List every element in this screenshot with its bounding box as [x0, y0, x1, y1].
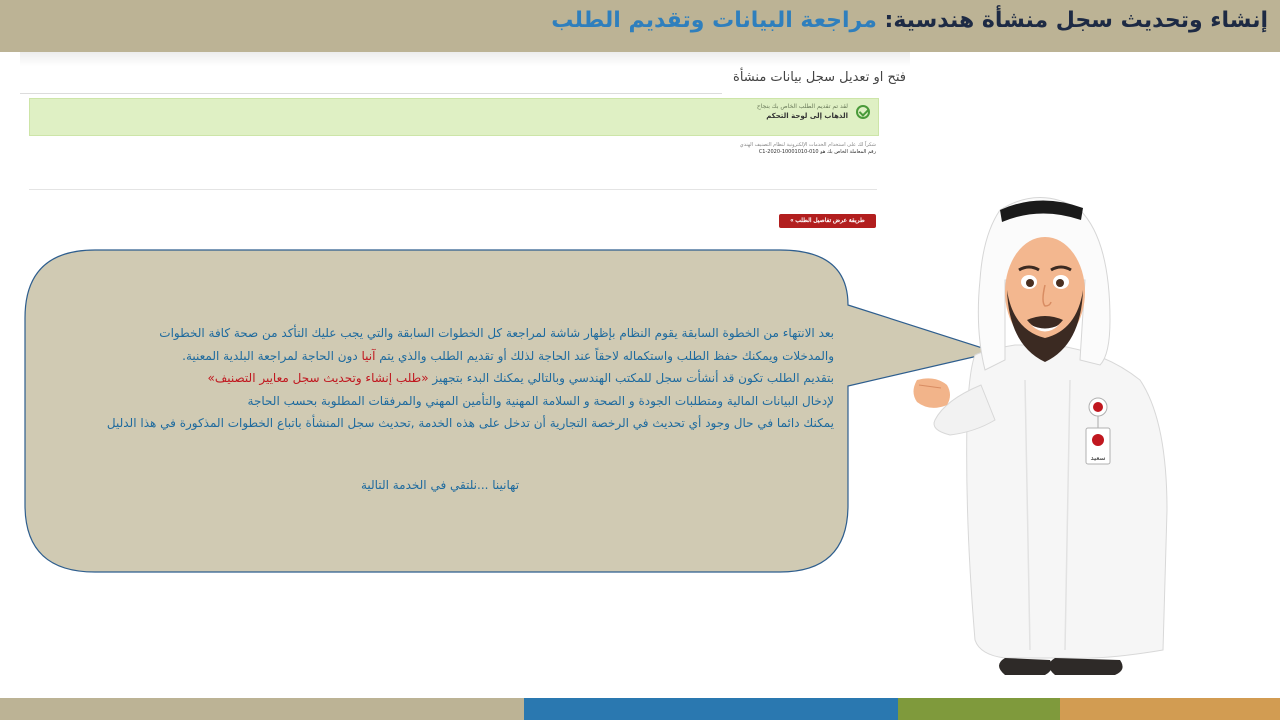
instructions-text [48, 322, 834, 435]
guide-character [905, 180, 1175, 690]
instruction-line: يمكنك دائما في حال وجود أي تحديث في الرخصة التجارية أن تدخل على هذه الخدمة ,تحديث سجل المنشأة باتباع الخطوات المذكورة في هذا الدليل [106, 416, 834, 430]
instruction-line: بتقديم الطلب تكون قد أنشأت سجل للمكتب الهندسي وبالتالي يمكنك البدء بتجهيز «طلب إنشاء وتحديث سجل معايير التصنيف» [207, 371, 834, 385]
title-main: إنشاء وتحديث سجل منشأة هندسية: [884, 8, 1268, 33]
instruction-line: بعد الانتهاء من الخطوة السابقة يقوم النظام بإظهار شاشة لمراجعة كل الخطوات السابقة والتي يجب عليك التأكد من صحة كافة الخطوات [159, 326, 834, 340]
instruction-line: لإدخال البيانات المالية ومتطلبات الجودة و الصحة و السلامة المهنية والتأمين المهني والمرفقات المطلوبة بحسب الحاجة [247, 393, 834, 408]
highlight-service-name: «طلب إنشاء وتحديث سجل معايير التصنيف» [207, 371, 429, 385]
footer-segment-4 [1060, 698, 1280, 720]
highlight-instantly: آنيا [361, 348, 376, 363]
transaction-number: رقم المعاملة الخاص بك هو C1-2020-10001010-010 [758, 149, 876, 155]
closing-message: تهانينا ...نلتقي في الخدمة التالية [360, 478, 520, 492]
badge-name: سعيد [1090, 454, 1106, 462]
footer-segment-3 [898, 698, 1060, 720]
panel-title: فتح او تعديل سجل بيانات منشأة [733, 70, 906, 85]
footer-segment-2 [524, 698, 898, 720]
footer-segment-1 [0, 698, 524, 720]
dashboard-link[interactable]: الذهاب إلى لوحة التحكم [766, 112, 848, 120]
view-request-details-button[interactable]: طريقة عرض تفاصيل الطلب » [779, 214, 876, 228]
thank-you-text: شكراً لك على استخدام الخدمات الإلكترونية لنظام التصنيف الهندي [739, 142, 876, 148]
instruction-line: والمدخلات ويمكنك حفظ الطلب واستكماله لاحقاً عند الحاجة لذلك أو تقديم الطلب والذي يتم آنيا دون الحاجة لمراجعة البلدية المعنية. [182, 348, 834, 363]
title-sub: مراجعة البيانات وتقديم الطلب [551, 8, 877, 33]
success-text: لقد تم تقديم الطلب الخاص بك بنجاح [756, 103, 848, 110]
